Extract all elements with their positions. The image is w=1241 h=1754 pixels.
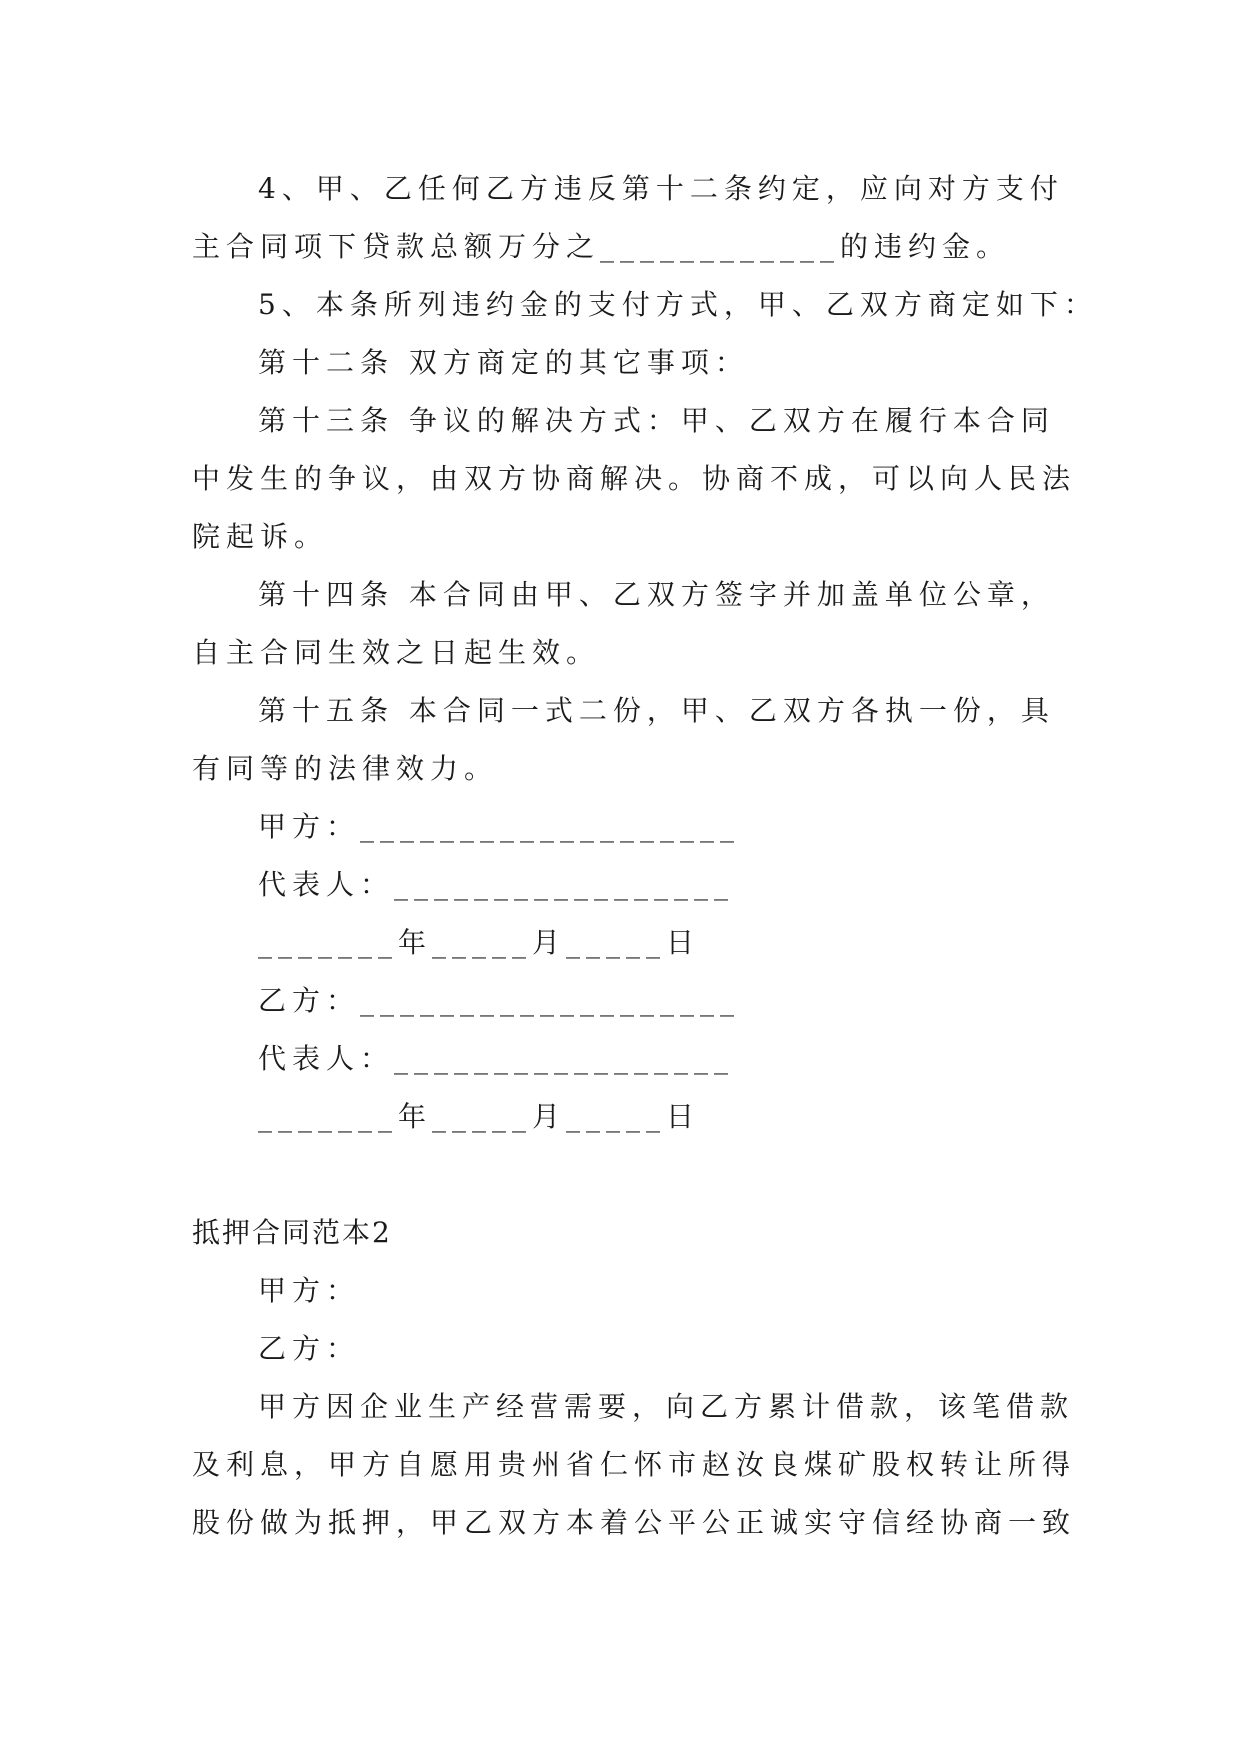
party-b-signature-line: 乙方：___________________: [258, 984, 741, 1017]
section-2-body-line-1: 甲方因企业生产经营需要，向乙方累计借款，该笔借款: [258, 1390, 1075, 1423]
party-a-representative-line: 代表人：_________________: [258, 868, 735, 901]
section-2-body-line-2: 及利息，甲方自愿用贵州省仁怀市赵汝良煤矿股权转让所得: [192, 1448, 1077, 1481]
clause-4-line-2: 主合同项下贷款总额万分之____________的违约金。: [192, 230, 1011, 263]
article-14-line-1: 第十四条 本合同由甲、乙双方签字并加盖单位公章，: [258, 578, 1055, 611]
section-2-party-a: 甲方：: [258, 1274, 361, 1307]
party-a-date-line: _______年_____月_____日: [258, 926, 701, 959]
article-13-line-3: 院起诉。: [192, 520, 329, 553]
article-15-line-2: 有同等的法律效力。: [192, 752, 499, 785]
section-2-body-line-3: 股份做为抵押，甲乙双方本着公平公正诚实守信经协商一致: [192, 1506, 1077, 1539]
article-13-line-2: 中发生的争议，由双方协商解决。协商不成，可以向人民法: [192, 462, 1077, 495]
clause-5-line: 5、本条所列违约金的支付方式，甲、乙双方商定如下：: [258, 288, 1098, 321]
document-page: [192, 160, 1098, 1552]
article-12-line: 第十二条 双方商定的其它事项：: [258, 346, 749, 379]
party-b-date-line: _______年_____月_____日: [258, 1100, 701, 1133]
section-2-title: 抵押合同范本2: [192, 1216, 392, 1249]
article-14-line-2: 自主合同生效之日起生效。: [192, 636, 601, 669]
section-spacer: [192, 1146, 1072, 1204]
article-13-line-1: 第十三条 争议的解决方式：甲、乙双方在履行本合同: [258, 404, 1055, 437]
clause-4-line-1: 4、甲、乙任何乙方违反第十二条约定，应向对方支付: [258, 172, 1064, 205]
party-a-signature-line: 甲方：___________________: [258, 810, 741, 843]
section-2-party-b: 乙方：: [258, 1332, 361, 1365]
article-15-line-1: 第十五条 本合同一式二份，甲、乙双方各执一份，具: [258, 694, 1055, 727]
party-b-representative-line: 代表人：_________________: [258, 1042, 735, 1075]
